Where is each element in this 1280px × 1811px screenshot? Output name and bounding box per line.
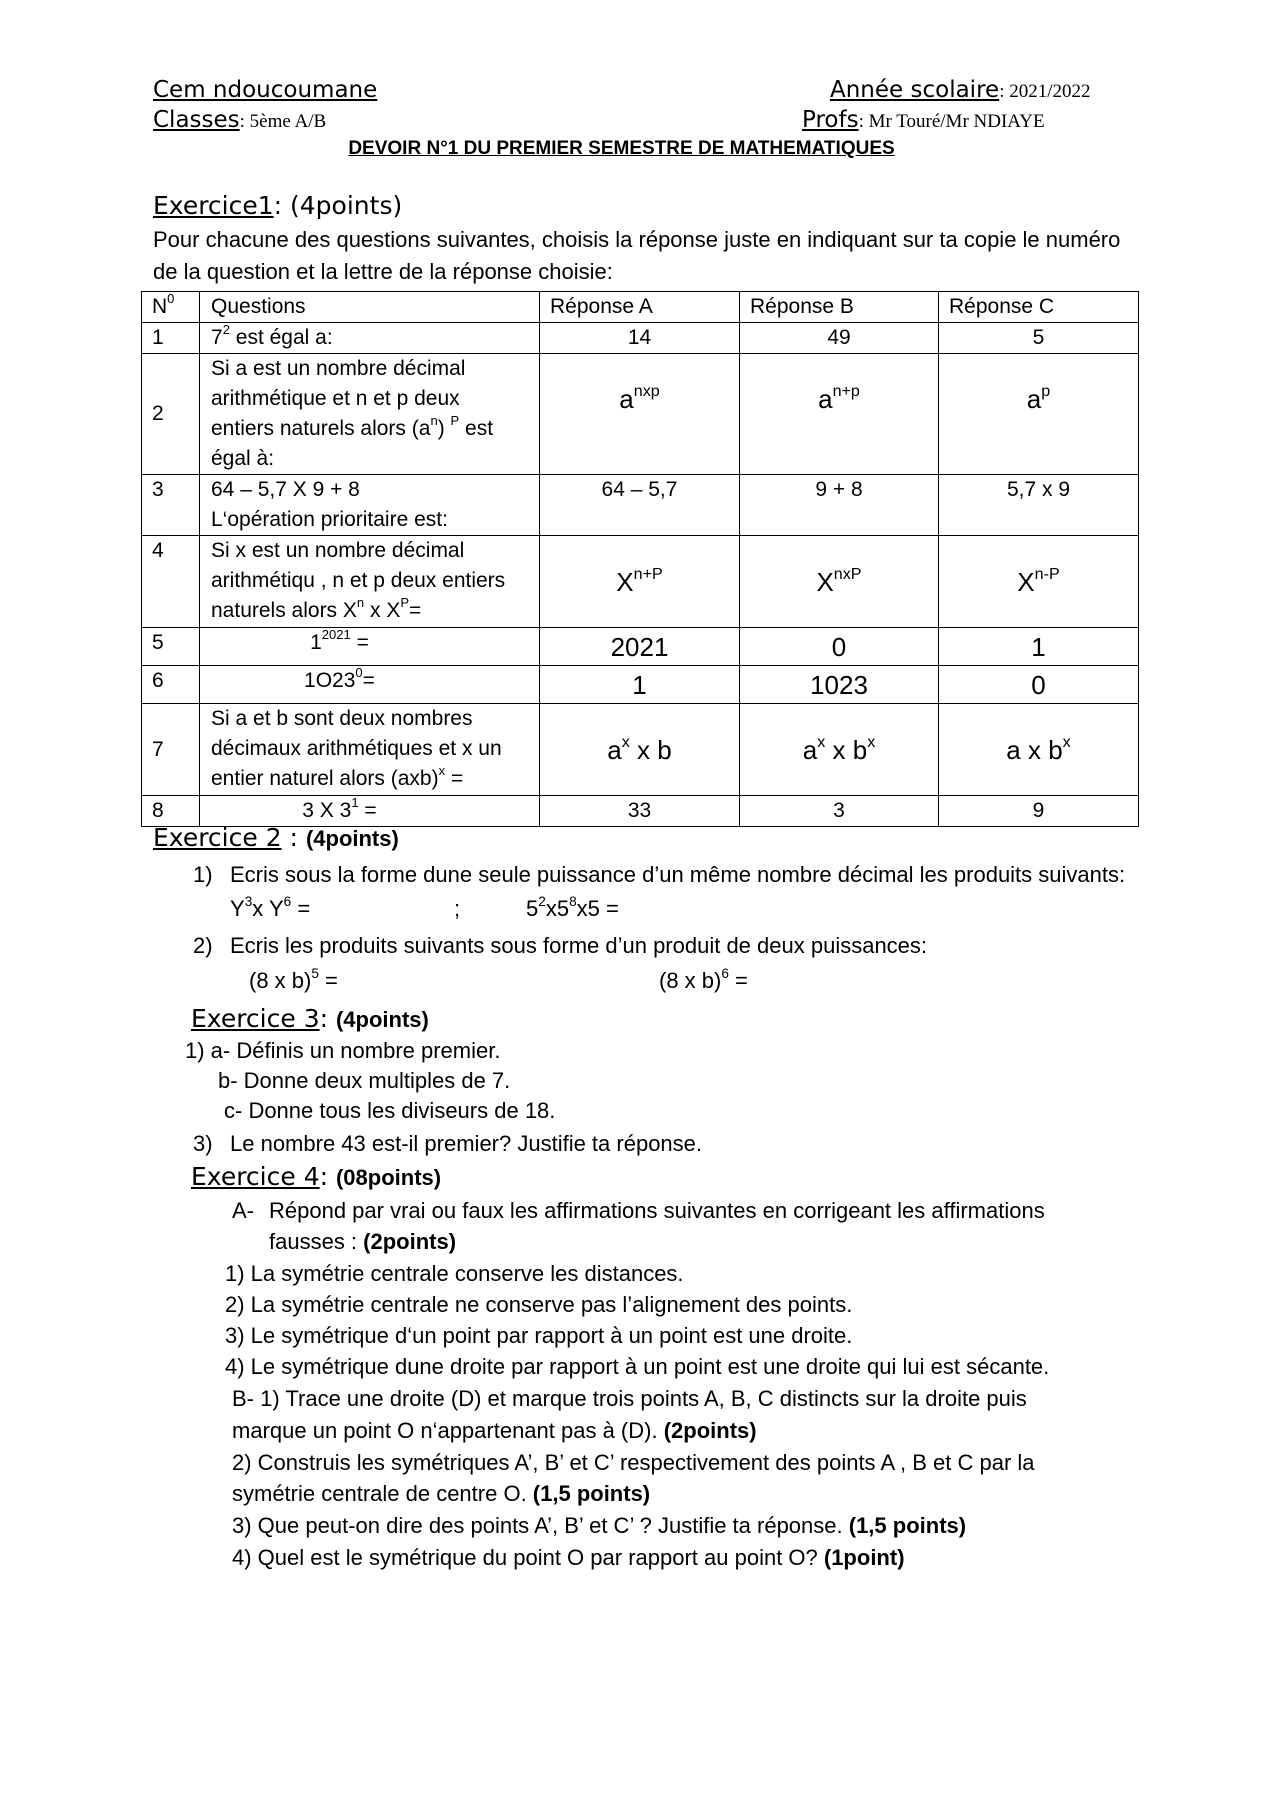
exercise4-b3: 3) Que peut-on dire des points A’, B’ et C’ ? Justifie ta réponse. (1,5 points) <box>232 1513 967 1538</box>
exercise2-title: Exercice 2 <box>153 823 282 852</box>
row-answer-c: a x $b^x$ <box>939 704 1139 796</box>
exercise3-line-b: b- Donne deux multiples de 7. <box>218 1068 511 1093</box>
row-answer-c: 9 <box>939 796 1139 827</box>
row-answer-a: 2021 <box>540 628 740 666</box>
header-answer-a: Réponse A <box>540 292 740 323</box>
exercise4-a3: 3) Le symétrique d‘un point par rapport à un point est une droite. <box>225 1323 853 1348</box>
exercise4-a-label: A- <box>232 1198 254 1223</box>
table-row <box>142 666 1139 704</box>
exercise1-heading <box>153 191 402 220</box>
classes-value: : 5ème A/B <box>239 111 327 132</box>
row-answer-a: $X^{n+P}$ <box>540 536 740 628</box>
row-question: 64 – 5,7 X 9 + 8 L‘opération prioritaire est: <box>200 475 540 536</box>
exercise3-points: (4points) <box>335 1007 429 1032</box>
row-question: Si a et b sont deux nombres décimaux arithmétiques et x un entier naturel alors (axb)$^x$ = <box>200 704 540 796</box>
table-row <box>142 704 1139 796</box>
table-row <box>142 536 1139 628</box>
exercise2-q1-sep: ; <box>454 896 461 921</box>
row-question: 3 X $3^1$ = <box>200 796 540 827</box>
row-answer-a: 33 <box>540 796 740 827</box>
row-answer-a: $a^{nxp}$ <box>540 354 740 475</box>
profs-value: : Mr Touré/Mr NDIAYE <box>858 111 1045 132</box>
qcm-table <box>141 291 1139 827</box>
exercise1-instruction-line2: de la question et la lettre de la réponse choisie: <box>153 259 613 284</box>
row-question: Si a est un nombre décimal arithmétique et n et p deux entiers naturels alors $(a^n)$ $^P$ est égal à: <box>200 354 540 475</box>
exercise4-a1: 1) La symétrie centrale conserve les distances. <box>225 1261 684 1286</box>
header-questions: Questions <box>200 292 540 323</box>
exercise4-b2-line1: 2) Construis les symétriques A’, B’ et C’ respectivement des points A , B et C par la <box>232 1450 1035 1475</box>
exercise2-q2-expr2: (8 x b)$^6$ = <box>659 965 748 993</box>
exercise3-q3-text: Le nombre 43 est-il premier? Justifie ta réponse. <box>230 1131 703 1156</box>
exercise1-points: : (4points) <box>273 191 403 220</box>
exercise4-b1-line2: marque un point O n‘appartenant pas à (D). (2points) <box>232 1418 757 1443</box>
table-row <box>142 628 1139 666</box>
exercise2-q2-text: Ecris les produits suivants sous forme d’un produit de deux puissances: <box>230 933 928 958</box>
row-answer-c: 0 <box>939 666 1139 704</box>
exercise4-a2: 2) La symétrie centrale ne conserve pas l’alignement des points. <box>225 1292 853 1317</box>
row-num: 6 <box>142 666 200 704</box>
row-answer-b: $X^{nxP}$ <box>740 536 939 628</box>
row-answer-a: 14 <box>540 323 740 354</box>
exercise2-q2-num: 2) <box>193 933 213 958</box>
exercise4-points: (08points) <box>335 1165 442 1190</box>
row-answer-b: 3 <box>740 796 939 827</box>
profs <box>802 107 1045 133</box>
row-num: 8 <box>142 796 200 827</box>
row-answer-b: 9 + 8 <box>740 475 939 536</box>
row-answer-b: 0 <box>740 628 939 666</box>
table-row <box>142 475 1139 536</box>
row-num: 2 <box>142 354 200 475</box>
school-year-label: Année scolaire <box>830 77 1000 103</box>
exercise2-q1-expr2: $5^2x5^8x5$ = <box>526 893 619 921</box>
row-answer-b: 49 <box>740 323 939 354</box>
row-num: 4 <box>142 536 200 628</box>
exercise4-a-text2: fausses : (2points) <box>269 1229 457 1254</box>
exercise4-b4: 4) Quel est le symétrique du point O par rapport au point O? (1point) <box>232 1545 905 1570</box>
row-question: $1^{2021}$ = <box>200 628 540 666</box>
school-year <box>830 77 1091 103</box>
exercise3-title: Exercice 3 <box>191 1004 320 1033</box>
exercise4-heading <box>191 1162 441 1191</box>
row-question: $7^2$ est égal a: <box>200 323 540 354</box>
classes-label: Classes <box>153 107 240 133</box>
table-row <box>142 354 1139 475</box>
school-year-value: : 2021/2022 <box>999 81 1091 102</box>
table-header-row <box>142 292 1139 323</box>
exercise1-instruction-line1: Pour chacune des questions suivantes, choisis la réponse juste en indiquant sur ta copie le numéro <box>153 227 1121 252</box>
table-row <box>142 796 1139 827</box>
exercise2-q1-text: Ecris sous la forme dune seule puissance d’un même nombre décimal les produits suivants: <box>230 862 1126 887</box>
exercise4-sep: : <box>319 1162 336 1191</box>
exercise2-points: (4points) <box>305 826 399 851</box>
exercise4-a-text1: Répond par vrai ou faux les affirmations suivantes en corrigeant les affirmations <box>269 1198 1045 1223</box>
row-question: $1O23^0=$ <box>200 666 540 704</box>
classes <box>153 107 326 133</box>
row-num: 7 <box>142 704 200 796</box>
profs-label: Profs <box>802 107 859 133</box>
header-num: $N^0$ <box>142 292 200 323</box>
exercise4-b2-line2: symétrie centrale de centre O. (1,5 points) <box>232 1481 651 1506</box>
exercise3-line-a: 1) a- Définis un nombre premier. <box>185 1038 501 1063</box>
row-answer-a: $a^x$ x b <box>540 704 740 796</box>
row-answer-b: $a^x$ x $b^x$ <box>740 704 939 796</box>
school-name: Cem ndoucoumane <box>153 77 378 103</box>
row-num: 5 <box>142 628 200 666</box>
header-answer-c: Réponse C <box>939 292 1139 323</box>
exercise2-heading <box>153 823 399 852</box>
row-answer-c: 5 <box>939 323 1139 354</box>
row-question: Si x est un nombre décimal arithmétiqu , n et p deux entiers naturels alors $X^n$ x $X^P=$ <box>200 536 540 628</box>
exercise2-q1-expr1: $Y^3x$ $Y^6$ = <box>230 893 311 921</box>
exercise2-q2-expr1: (8 x b)$^5$ = <box>249 965 338 993</box>
exercise4-title: Exercice 4 <box>191 1162 320 1191</box>
exercise3-heading <box>191 1004 429 1033</box>
exercise3-sep: : <box>319 1004 336 1033</box>
exercise4-b1-line1: B- 1) Trace une droite (D) et marque trois points A, B, C distincts sur la droite puis <box>232 1386 1027 1411</box>
row-num: 3 <box>142 475 200 536</box>
row-answer-a: 1 <box>540 666 740 704</box>
exercise1-title: Exercice1 <box>153 191 274 220</box>
row-answer-c: $a^p$ <box>939 354 1139 475</box>
header-answer-b: Réponse B <box>740 292 939 323</box>
row-num: 1 <box>142 323 200 354</box>
exercise4-a4: 4) Le symétrique dune droite par rapport à un point est une droite qui lui est sécante. <box>225 1354 1050 1379</box>
row-answer-c: $X^{n-P}$ <box>939 536 1139 628</box>
exercise3-line-c: c- Donne tous les diviseurs de 18. <box>224 1098 556 1123</box>
row-answer-b: $a^{n+p}$ <box>740 354 939 475</box>
exercise3-q3-num: 3) <box>193 1131 213 1156</box>
exercise2-sep: : <box>281 823 306 852</box>
table-row <box>142 323 1139 354</box>
row-answer-b: 1023 <box>740 666 939 704</box>
page-title: DEVOIR N°1 DU PREMIER SEMESTRE DE MATHEMATIQUES <box>348 138 895 159</box>
exercise2-q1-num: 1) <box>193 862 213 887</box>
row-answer-c: 5,7 x 9 <box>939 475 1139 536</box>
row-answer-c: 1 <box>939 628 1139 666</box>
row-answer-a: 64 – 5,7 <box>540 475 740 536</box>
